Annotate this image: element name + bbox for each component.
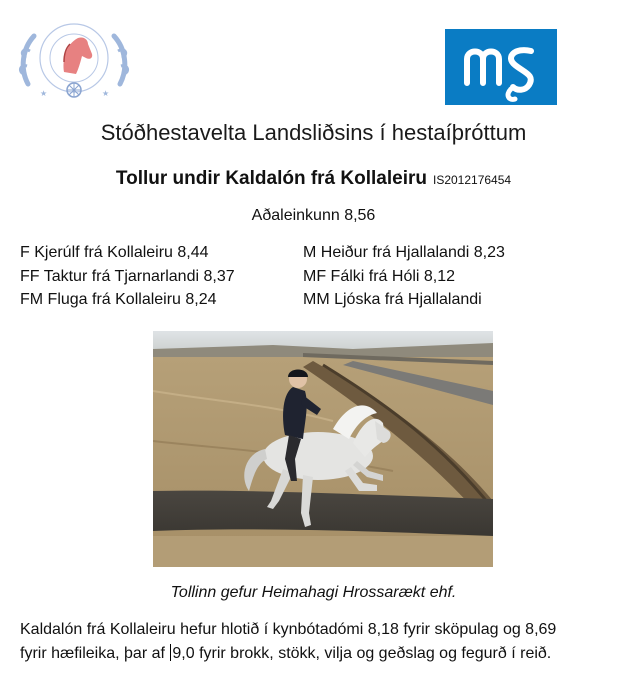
svg-text:★: ★ bbox=[40, 89, 48, 98]
pedigree-entry: FM Fluga frá Kollaleiru 8,24 bbox=[20, 291, 217, 308]
horse-name-heading bbox=[0, 168, 627, 190]
pedigree-entry: FF Taktur frá Tjarnarlandi 8,37 bbox=[20, 267, 235, 285]
lh-logo bbox=[18, 14, 130, 106]
pedigree-dam-side bbox=[303, 241, 505, 312]
main-score: Aðaleinkunn 8,56 bbox=[251, 207, 376, 224]
pedigree-entry: M Heiður frá Hjallalandi 8,23 bbox=[303, 244, 505, 261]
photo-caption: Tollinn gefur Heimahagi Hrossarækt ehf. bbox=[170, 584, 457, 601]
svg-text:★: ★ bbox=[102, 89, 110, 98]
pedigree-entry: MF Fálki frá Hóli 8,12 bbox=[303, 267, 456, 285]
pedigree-entry: MM Ljóska frá Hjallalandi bbox=[303, 291, 482, 308]
paragraph-line: Kaldalón frá Kollaleiru hefur hlotið í kynbótadómi 8,18 fyrir sköpulag og 8,69 bbox=[20, 621, 557, 638]
horse-name: Tollur undir Kaldalón frá Kollaleiru bbox=[115, 168, 427, 189]
paragraph-text: fyrir hæfileika, þar af bbox=[20, 645, 170, 662]
description-paragraph bbox=[20, 618, 620, 666]
horse-photo bbox=[153, 331, 493, 567]
document-title: Stóðhestavelta Landsliðsins í hestaíþróttum bbox=[100, 120, 527, 145]
ms-logo bbox=[445, 29, 557, 105]
paragraph-line bbox=[20, 642, 620, 666]
pedigree-sire-side bbox=[20, 241, 235, 312]
paragraph-text: 9,0 fyrir brokk, stökk, vilja og geðslag og fegurð í reið. bbox=[172, 645, 552, 662]
pedigree-entry: F Kjerúlf frá Kollaleiru 8,44 bbox=[20, 244, 209, 261]
registration-number: IS2012176454 bbox=[432, 173, 512, 187]
